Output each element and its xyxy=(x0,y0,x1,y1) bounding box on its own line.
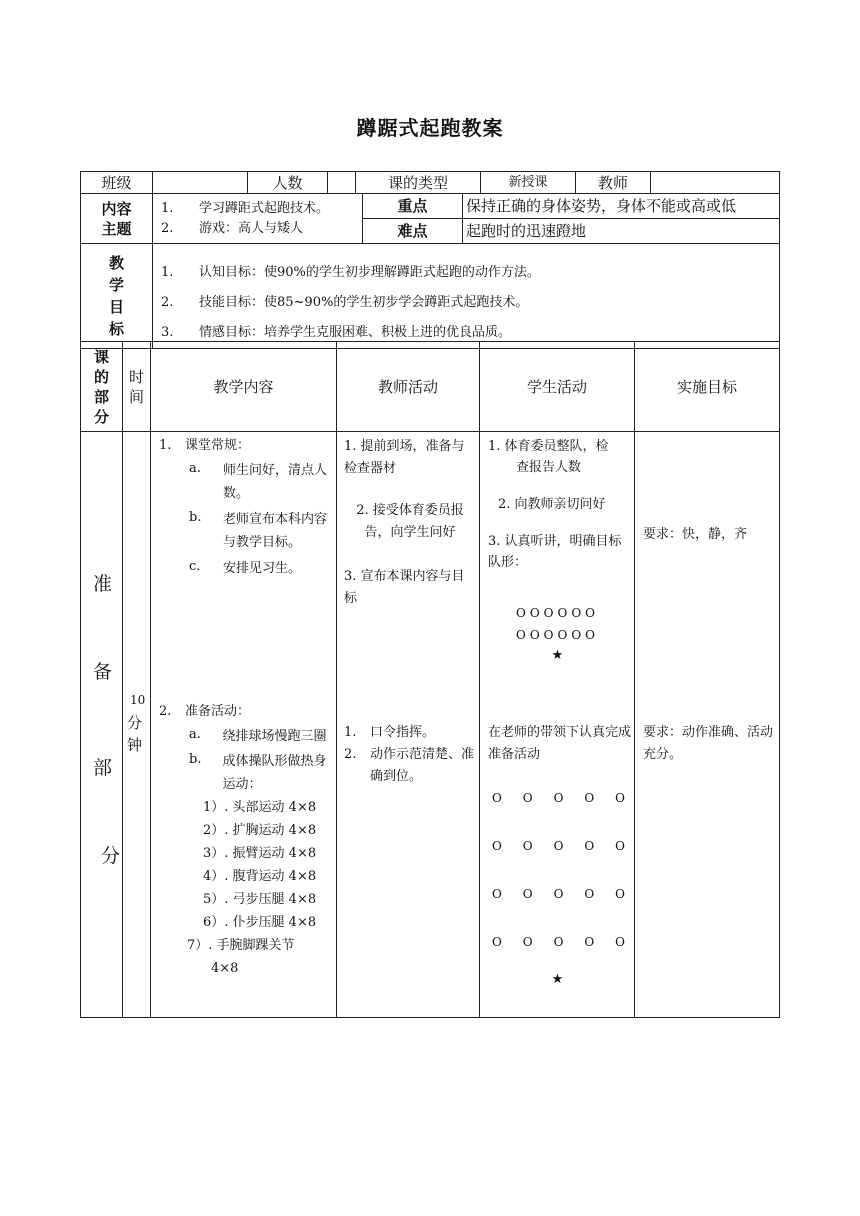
col-time: 时 间 xyxy=(123,342,151,432)
content-items xyxy=(153,194,363,244)
key-text: 保持正确的身体姿势，身体不能或高或低 xyxy=(463,194,780,219)
col-goal: 实施目标 xyxy=(635,342,780,432)
prep-part: 准 备 部 分 xyxy=(81,432,123,1018)
warmup-grid xyxy=(480,788,635,980)
people-value xyxy=(328,172,356,194)
student-routine: 1. 体育委员整队，检 查报告人数 2. 向教师亲切问好 3. 认真听讲，明确目标 队形： xyxy=(488,439,622,570)
exercise-list: 1）. 头部运动 4×8 2）. 扩胸运动 4×8 3）. 振臂运动 4×8 4）. 腹背运动 4×8 5）. 弓步压腿 4×8 6）. 仆步压腿 4×8 xyxy=(203,800,317,930)
formation-row: OOOOOO xyxy=(515,628,600,642)
warmup-block: 2. 准备活动： a. 绕排球场慢跑三圈 b. 成体操队形做热身运动： 1）. 头部运动 4×8 2）. 扩胸运动 4×8 3）. 振臂运动 4×8 4）. 腹背运动 4×8 5）. 弓步压腿 4×8 6）. 仆步压腿 4×8 7）. 手腕脚踝关节 4×8 xyxy=(159,702,335,980)
prep-time: 10 分 钟 xyxy=(123,432,151,1018)
goal-item: 1. 认知目标：使90%的学生初步理解蹲距式起跑的动作方法。 xyxy=(161,265,540,280)
grid-row: O O O O O xyxy=(492,839,625,853)
col-student: 学生活动 xyxy=(480,342,635,432)
teacher-warmup: 1. 口令指挥。 2. 动作示范清楚、准确到位。 xyxy=(344,725,475,784)
content-table xyxy=(80,193,780,244)
class-label: 班级 xyxy=(81,172,153,194)
teacher-value xyxy=(651,172,780,194)
prep-content xyxy=(151,432,337,1018)
prep-student xyxy=(480,432,635,1018)
difficult-label: 难点 xyxy=(363,219,463,244)
goals-label: 教 学 目 标 xyxy=(81,244,153,349)
people-label: 人数 xyxy=(248,172,328,194)
type-value: 新授课 xyxy=(481,172,576,194)
goals-table xyxy=(80,243,780,349)
key-label: 重点 xyxy=(363,194,463,219)
header-table xyxy=(80,171,780,194)
col-part: 课 的 部 分 xyxy=(81,342,123,432)
teacher-label: 教师 xyxy=(576,172,651,194)
teacher-star-icon: ★ xyxy=(551,648,564,663)
content-label: 内容 主题 xyxy=(81,194,153,244)
lesson-table xyxy=(80,341,780,1018)
student-warmup-text: 在老师的带领下认真完成准备活动 xyxy=(488,725,632,762)
grid-row: O O O O O xyxy=(492,887,625,901)
goal-item: 2. 技能目标：使85~90%的学生初步学会蹲距式起跑技术。 xyxy=(161,295,529,310)
grid-row: O O O O O xyxy=(492,791,625,805)
content-item: 2. 游戏：高人与矮人 xyxy=(161,220,304,236)
teacher-star-icon: ★ xyxy=(551,972,564,987)
col-teacher: 教师活动 xyxy=(337,342,480,432)
page-title: 蹲踞式起跑教案 xyxy=(356,116,504,140)
goals-items xyxy=(153,244,780,349)
formation-row: OOOOOO xyxy=(515,606,600,620)
class-value xyxy=(153,172,248,194)
grid-row: O O O O O xyxy=(492,935,625,949)
col-content: 教学内容 xyxy=(151,342,337,432)
type-label: 课的类型 xyxy=(356,172,481,194)
content-item: 1. 学习蹲距式起跑技术。 xyxy=(161,200,330,216)
prep-teacher: 1. 提前到场，准备与检查器材 2. 接受体育委员报告，向学生问好 3. 宣布本课内容与目标 1. 口令指挥。 2. 动作示范清楚、准确到位。 xyxy=(337,432,480,1018)
routine-block: 1. 课堂常规： a. 师生问好，清点人数。 b. 老师宣布本科内容与教学目标。 c. 安排见习生。 xyxy=(159,438,328,576)
difficult-text: 起跑时的迅速蹬地 xyxy=(463,219,780,244)
prep-goal: 要求：快，静，齐 要求：动作准确、活动充分。 xyxy=(635,432,780,1018)
goal-item: 3. 情感目标：培养学生克服困难、积极上进的优良品质。 xyxy=(161,325,512,340)
